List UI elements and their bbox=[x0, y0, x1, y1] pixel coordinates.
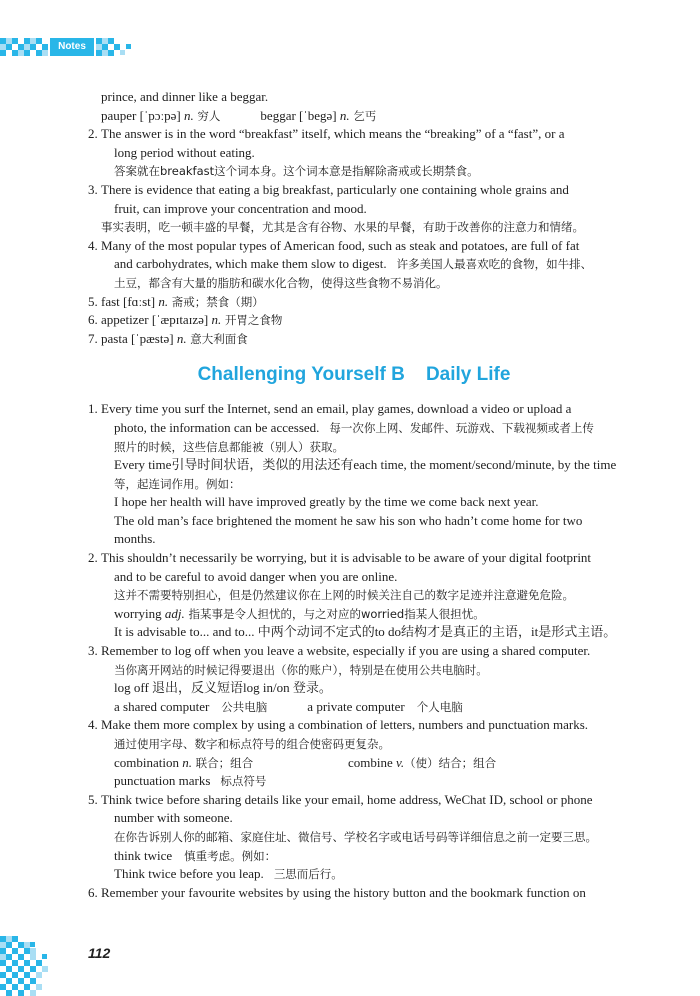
part-of-speech: n. bbox=[182, 754, 192, 770]
item-number: 3. bbox=[88, 181, 98, 197]
translation-line: 照片的时候，这些信息都能被（别人）获取。 bbox=[114, 439, 344, 454]
vocab-word: appetizer [ˈæpɪtaɪzə] bbox=[101, 312, 212, 328]
item-number: 7. bbox=[88, 330, 98, 346]
text-line: long period without eating. bbox=[114, 144, 255, 160]
text-line: Remember your favourite websites by using the history button and the bookmark function on bbox=[101, 884, 586, 900]
vocab-meaning: （使）结合；组合 bbox=[404, 755, 497, 770]
vocab-line bbox=[101, 605, 620, 624]
item-number: 3. bbox=[88, 643, 98, 659]
text-line: Many of the most popular types of American food, such as steak and potatoes, are full of fat bbox=[101, 237, 580, 253]
translation-line: 这并不需要特别担心，但是仍然建议你在上网的时候关注自己的数字足迹并注意避免危险。 bbox=[114, 588, 574, 603]
text-segment: photo, the information can be accessed. bbox=[114, 419, 320, 435]
vocab-word: beggar [ˈbegə] bbox=[260, 107, 340, 123]
translation-line: 通过使用字母、数字和标点符号的组合使密码更复杂。 bbox=[114, 737, 390, 751]
vocab-line bbox=[101, 754, 620, 773]
note-item bbox=[88, 181, 620, 237]
vocab-word: combine bbox=[348, 754, 397, 770]
translation-segment: 许多美国人最喜欢吃的食物，如牛排、 bbox=[396, 257, 593, 272]
example-text: Think twice before you leap. bbox=[114, 866, 264, 882]
vocab-word: pauper [ˈpɔːpə] bbox=[101, 107, 185, 123]
note-item bbox=[88, 311, 620, 330]
text-line: Think twice before sharing details like your email, home address, WeChat ID, school or phone bbox=[101, 791, 593, 807]
text-line: log off 退出，反义短语log in/on 登录。 bbox=[114, 680, 332, 696]
part-of-speech: adj. bbox=[164, 605, 185, 621]
part-of-speech: n. bbox=[211, 312, 222, 328]
translation-line: 当你离开网站的时候记得要退出（你的账户），特别是在使用公共电脑时。 bbox=[114, 662, 488, 677]
vocab-word: punctuation marks bbox=[114, 773, 211, 789]
page-number: 112 bbox=[88, 945, 111, 961]
note-item bbox=[88, 549, 620, 642]
section-title: Challenging Yourself B Daily Life bbox=[197, 364, 511, 386]
note-item bbox=[88, 125, 620, 181]
vocab-line bbox=[101, 772, 620, 791]
example-translation: 三思而后行。 bbox=[273, 867, 343, 882]
vocab-word: worrying bbox=[114, 605, 165, 621]
text-line: number with someone. bbox=[114, 810, 233, 826]
translation-line: 土豆，都含有大量的脂肪和碳水化合物，使得这些食物不易消化。 bbox=[114, 275, 448, 290]
vocab-word: think twice bbox=[114, 847, 173, 863]
part-of-speech: n. bbox=[176, 330, 187, 346]
text-line: It is advisable to... and to... 中两个动词不定式的to do结构才是真正的主语，it是形式主语。 bbox=[114, 624, 617, 640]
vocab-line bbox=[101, 311, 620, 330]
text-line: The answer is in the word “breakfast” itself, which means the “breaking” of a “fast”, or a bbox=[101, 126, 565, 142]
part-of-speech: n. bbox=[184, 107, 194, 123]
item-number: 1. bbox=[88, 401, 98, 417]
note-item bbox=[88, 237, 620, 293]
translation-line: 事实表明，吃一顿丰盛的早餐，尤其是含有谷物、水果的早餐，有助于改善你的注意力和情绪。 bbox=[101, 220, 584, 235]
note-item bbox=[88, 400, 620, 549]
text-line: Remember to log off when you leave a website, especially if you are using a shared computer. bbox=[101, 643, 591, 659]
translation-line: 答案就在breakfast这个词本身。这个词本意是指解除斋戒或长期禁食。 bbox=[114, 164, 479, 179]
vocab-meaning: 慎重考虑。例如： bbox=[184, 848, 277, 863]
vocab-meaning: 标点符号 bbox=[220, 774, 267, 789]
vocab-line bbox=[88, 107, 620, 126]
vocab-meaning: 开胃之食物 bbox=[221, 313, 283, 328]
text-line: There is evidence that eating a big breakfast, particularly one containing whole grains and bbox=[101, 181, 569, 197]
example-line: I hope her health will have improved greatly by the time we come back next year. bbox=[114, 494, 539, 510]
example-line: months. bbox=[114, 531, 156, 547]
note-item bbox=[88, 642, 620, 716]
note-item bbox=[88, 716, 620, 790]
vocab-line bbox=[101, 293, 620, 312]
note-item bbox=[88, 791, 620, 884]
vocab-meaning: 指某事是令人担忧的，与之对应的worried指某人很担忧。 bbox=[184, 606, 485, 621]
vocab-word: a private computer bbox=[307, 698, 405, 714]
example-line: The old man’s face brightened the moment he saw his son who hadn’t come home for two bbox=[114, 512, 583, 528]
item-number: 2. bbox=[88, 126, 98, 142]
footer-checker-decoration bbox=[0, 930, 90, 996]
item-number: 6. bbox=[88, 312, 98, 328]
notes-badge: Notes bbox=[50, 38, 94, 56]
vocab-meaning: 公共电脑 bbox=[221, 699, 268, 714]
text-line: Every time you surf the Internet, send an email, play games, download a video or upload a bbox=[101, 401, 572, 417]
note-item bbox=[88, 330, 620, 349]
vocab-meaning: 乞丐 bbox=[349, 108, 377, 123]
vocab-word: a shared computer bbox=[114, 698, 210, 714]
text-segment: and carbohydrates, which make them slow to digest. bbox=[114, 256, 387, 272]
part-of-speech: n. bbox=[339, 107, 350, 123]
text-line: fruit, can improve your concentration and mood. bbox=[114, 200, 367, 216]
vocab-meaning: 联合；组合 bbox=[192, 755, 254, 770]
vocab-word: fast [fɑːst] bbox=[101, 293, 159, 309]
text-line bbox=[101, 255, 620, 274]
translation-segment: 每一次你上网、发邮件、玩游戏、下载视频或者上传 bbox=[329, 420, 594, 435]
vocab-word: pasta [ˈpæstə] bbox=[101, 330, 177, 346]
item-number: 4. bbox=[88, 717, 98, 733]
vocab-meaning: 个人电脑 bbox=[416, 699, 463, 714]
text-line: Every time引导时间状语，类似的用法还有each time, the moment/second/minute, by the time bbox=[114, 457, 617, 473]
vocab-meaning: 意大利面食 bbox=[186, 331, 248, 346]
item-number: 5. bbox=[88, 293, 98, 309]
page-content bbox=[88, 88, 620, 902]
note-item bbox=[88, 293, 620, 312]
translation-line: 等，起连词作用。例如： bbox=[114, 476, 241, 491]
vocab-line bbox=[101, 698, 620, 717]
vocab-line bbox=[101, 847, 620, 866]
note-item bbox=[88, 884, 620, 903]
item-number: 5. bbox=[88, 791, 98, 807]
item-number: 2. bbox=[88, 550, 98, 566]
vocab-word: combination bbox=[114, 754, 183, 770]
part-of-speech: n. bbox=[158, 293, 169, 309]
text-line: and to be careful to avoid danger when you are online. bbox=[114, 568, 398, 584]
translation-line: 在你告诉别人你的邮箱、家庭住址、微信号、学校名字或电话号码等详细信息之前一定要三思。 bbox=[114, 829, 597, 844]
text-line: prince, and dinner like a beggar. bbox=[101, 89, 269, 104]
vocab-meaning: 斋戒；禁食（期） bbox=[168, 294, 264, 309]
vocab-line bbox=[101, 330, 620, 349]
text-line bbox=[101, 419, 620, 438]
example-line bbox=[101, 865, 620, 884]
item-number: 6. bbox=[88, 884, 98, 900]
text-line: Make them more complex by using a combination of letters, numbers and punctuation marks. bbox=[101, 717, 589, 733]
part-of-speech: v. bbox=[396, 754, 405, 770]
item-number: 4. bbox=[88, 237, 98, 253]
vocab-meaning: 穷人 bbox=[193, 108, 221, 123]
text-line: This shouldn’t necessarily be worrying, but it is advisable to be aware of your digital footprint bbox=[101, 550, 592, 566]
